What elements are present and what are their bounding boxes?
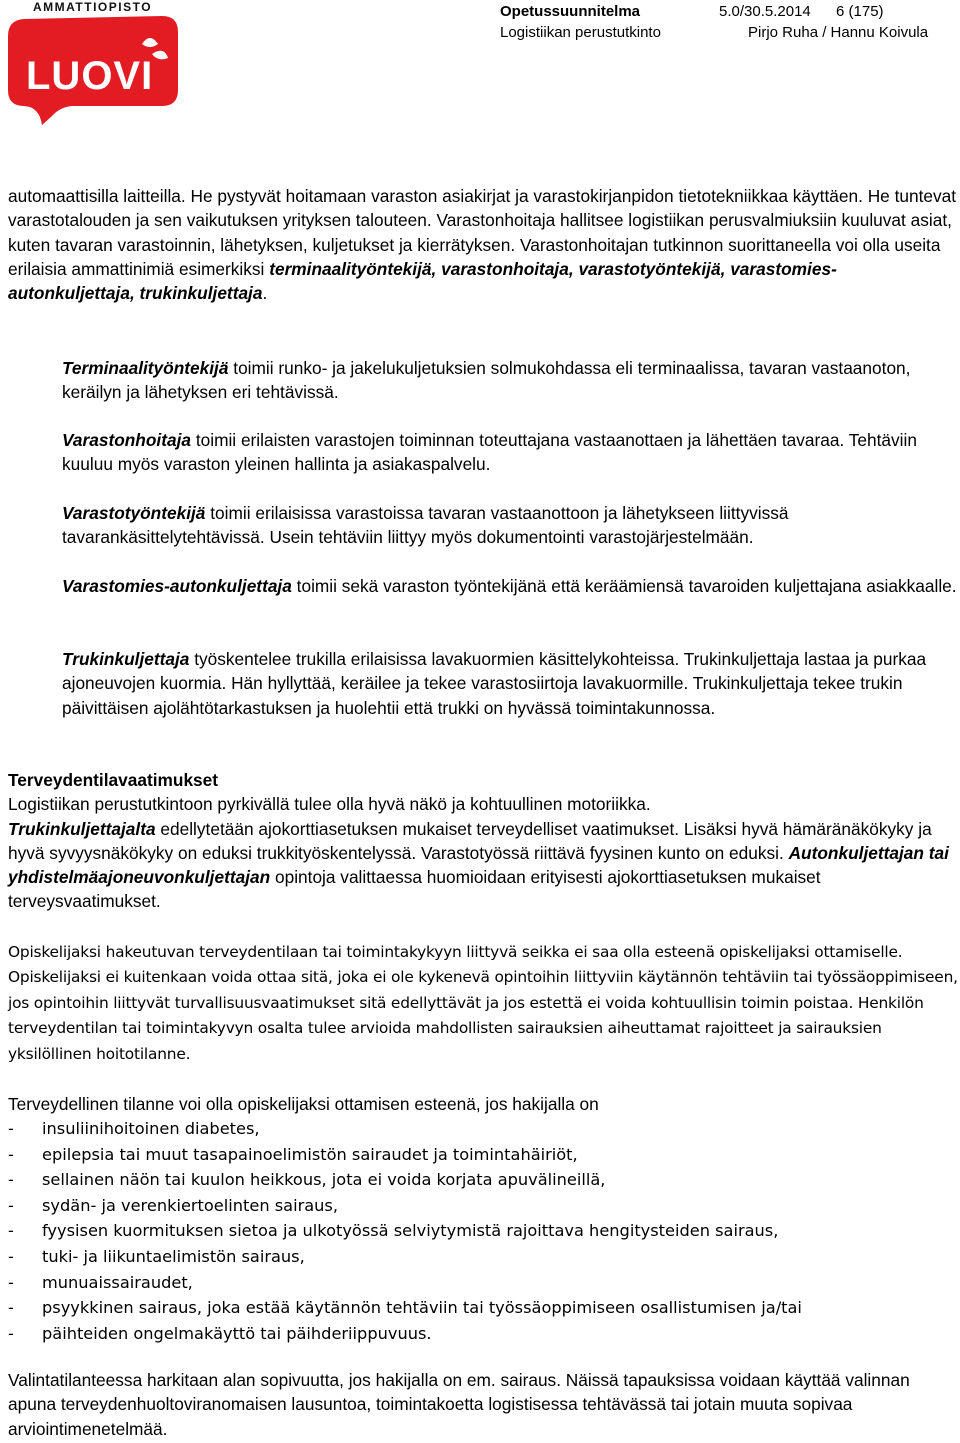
logo-caption: AMMATTIOPISTO	[33, 0, 153, 14]
role-text: toimii erilaisten varastojen toiminnan toteuttajana vastaanottaen ja lähettäen tavaraa. Tehtäviin kuuluu myös varaston yleinen hallinta ja asiakaspalvelu.	[62, 430, 917, 475]
closing-paragraph: Valintatilanteessa harkitaan alan sopivuutta, jos hakijalla on em. sairaus. Näissä tapauksissa voidaan käyttää valinnan apuna terveydenhuoltoviranomaisen lausuntoa, toimintakoetta logistisessa tehtävässä tai jotain muuta sopivaa arviointimenetelmää.	[8, 1370, 910, 1439]
intro-end: .	[262, 283, 268, 304]
list-item: - psyykkinen sairaus, joka estää käytännön tehtäviin tai työssäoppimiseen osallistumisen ja/tai	[8, 1295, 948, 1321]
page-number: 6 (175)	[836, 3, 884, 20]
role-title: Varastotyöntekijä	[62, 503, 206, 523]
intro-text: automaattisilla laitteilla. He pystyvät hoitamaan varaston asiakirjat ja varastokirjanpidon tietotekniikkaa käyttäen. He tuntevat varastotalouden ja sen vaikutuksen yrityksen talouteen. Varastonhoitaja hallitsee logistiikan perusvalmiuksiin kuuluvat asiat, kuten tavaran varastoinnin, lähetyksen, kuljetukset ja kierrätyksen. Varastonhoitajan tutkinnon suorittaneella voi olla useita erilaisia ammattinimiä esimerkiksi	[8, 186, 957, 279]
role-warehouse-worker	[62, 501, 958, 550]
role-text: toimii erilaisissa varastoissa tavaran vastaanottoon ja lähetykseen liittyvissä tavarankäsittelytehtävissä. Usein tehtäviin liittyy myös dokumentointi varastojärjestelmään.	[62, 503, 789, 548]
obstacle-list	[8, 1116, 948, 1346]
role-title: Trukinkuljettaja	[62, 649, 190, 669]
role-text: toimii runko- ja jakelukuljetuksien solmukohdassa eli terminaalissa, tavaran vastaanoton, keräilyn ja lähetyksen eri tehtävissä.	[62, 358, 911, 403]
obstacle-intro: Terveydellinen tilanne voi olla opiskelijaksi ottamisen esteenä, jos hakijalla on	[8, 1094, 599, 1114]
role-terminal	[62, 356, 958, 405]
role-title: Varastomies-autonkuljettaja	[62, 576, 292, 596]
svg-text:LUOVI: LUOVI	[26, 54, 154, 98]
list-item: - tuki- ja liikuntaelimistön sairaus,	[8, 1244, 948, 1270]
list-item: - sydän- ja verenkiertoelinten sairaus,	[8, 1193, 948, 1219]
intro-paragraph	[8, 184, 958, 305]
version-date: 5.0/30.5.2014	[719, 3, 811, 20]
program-name: Logistiikan perustutkinto	[500, 24, 661, 41]
list-item: - fyysisen kuormituksen sietoa ja ulkotyössä selviytymistä rajoittava hengitysteiden sairaus,	[8, 1218, 948, 1244]
list-item: - munuaissairaudet,	[8, 1270, 948, 1296]
role-forklift-driver	[62, 647, 958, 720]
list-item: - insuliinihoitoinen diabetes,	[8, 1116, 948, 1142]
role-text: toimii sekä varaston työntekijänä että keräämiensä tavaroiden kuljettajana asiakkaalle.	[291, 576, 957, 596]
health-heading: Terveydentilavaatimukset	[8, 770, 219, 790]
luovi-logo	[2, 14, 182, 126]
health-driver-title: Autonkuljettajan tai yhdistelmäajoneuvonkuljettajan	[8, 842, 949, 888]
intro-titles: terminaalityöntekijä, varastonhoitaja, varastotyöntekijä, varastomies-autonkuljettaja, trukinkuljettaja	[8, 258, 837, 304]
health-truck-title: Trukinkuljettajalta	[8, 818, 156, 839]
role-title: Terminaalityöntekijä	[62, 358, 229, 378]
role-warehouse-keeper	[62, 428, 958, 477]
page-header	[0, 0, 960, 175]
health-line1: Logistiikan perustutkintoon pyrkivällä tulee olla hyvä näkö ja kohtuullinen motoriikka.	[8, 794, 651, 815]
role-title: Varastonhoitaja	[62, 430, 192, 450]
health-section	[8, 768, 958, 914]
role-text: työskentelee trukilla erilaisissa lavakuormien käsittelykohteissa. Trukinkuljettaja lastaa ja purkaa ajoneuvojen kuormia. Hän hyllyttää, keräilee ja tekee varastosiirtoja lavakuormille. Trukinkuljettaja tekee trukin päivittäisen ajolähtötarkastuksen ja huolehtii että trukki on hyvässä toimintakunnossa.	[62, 649, 927, 718]
doc-type: Opetussuunnitelma	[500, 3, 641, 20]
role-warehouse-driver	[62, 574, 958, 598]
list-item: - epilepsia tai muut tasapainoelimistön sairaudet ja toimintahäiriöt,	[8, 1142, 948, 1168]
health-driver-text: opintoja valittaessa huomioidaan erityisesti ajokorttiasetuksen mukaiset terveysvaatimukset.	[8, 867, 821, 912]
health-truck-text: edellytetään ajokorttiasetuksen mukaiset terveydelliset vaatimukset. Lisäksi hyvä hämäränäkökyky ja hyvä syvyysnäkökyky on eduksi trukkityöskentelyssä. Varastotyössä riittävä fyysinen kunto on eduksi.	[8, 818, 932, 863]
authors: Pirjo Ruha / Hannu Koivula	[748, 24, 929, 41]
list-item: - sellainen näön tai kuulon heikkous, jota ei voida korjata apuvälineillä,	[8, 1167, 948, 1193]
student-paragraph: Opiskelijaksi hakeutuvan terveydentilaan tai toimintakykyyn liittyvä seikka ei saa olla esteenä opiskelijaksi ottamiselle. Opiskelijaksi ei kuitenkaan voida ottaa sitä, joka ei ole kykenevä opintoihin liittyviin käytännön tehtäviin tai työssäoppimiseen, jos opintoihin liittyvät turvallisuusvaatimukset sitä edellyttävät ja jos estettä ei voida kohtuullisin toimin poistaa. Henkilön terveydentilan tai toimintakyvyn osalta tulee arvioida mahdollisten sairauksien aiheuttamat rajoitteet ja sairauksien yksilöllinen hoitotilanne.	[8, 943, 958, 1063]
list-item: - päihteiden ongelmakäyttö tai päihderiippuvuus.	[8, 1321, 948, 1347]
